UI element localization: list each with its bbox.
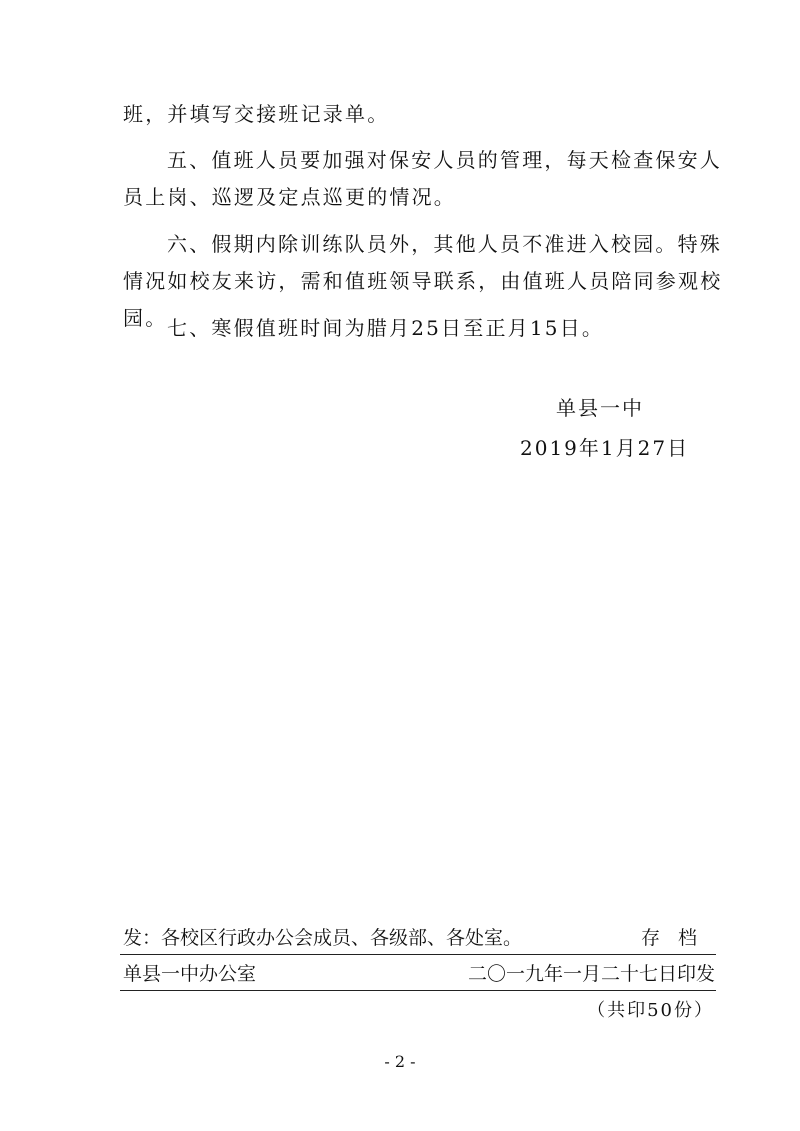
distribution-list: 发：各校区行政办公会成员、各级部、各处室。 <box>123 927 523 949</box>
print-date: 二〇一九年一月二十七日印发 <box>467 963 715 985</box>
footer-divider-bottom <box>120 990 716 991</box>
issuer-row <box>123 962 715 986</box>
paragraph-continuation: 班，并填写交接班记录单。 <box>123 102 390 126</box>
signature-date: 2019年1月27日 <box>520 436 690 460</box>
distribution-row <box>123 926 715 950</box>
paragraph-item-7: 七、寒假值班时间为腊月25日至正月15日。 <box>167 316 605 340</box>
signature-org: 单县一中 <box>556 396 644 420</box>
copies-note: （共印50份） <box>587 1000 714 1021</box>
paragraph-item-6: 六、假期内除训练队员外，其他人员不准进入校园。特殊情况如校友来访，需和值班领导联系，由值班人员陪同参观校园。 <box>123 232 723 330</box>
issuing-office: 单县一中办公室 <box>123 963 257 985</box>
paragraph-item-5: 五、值班人员要加强对保安人员的管理，每天检查保安人员上岗、巡逻及定点巡更的情况。 <box>123 148 722 209</box>
footer-divider-top <box>120 954 716 955</box>
archive-label: 存档 <box>640 927 715 949</box>
page-number: - 2 - <box>384 1052 416 1071</box>
